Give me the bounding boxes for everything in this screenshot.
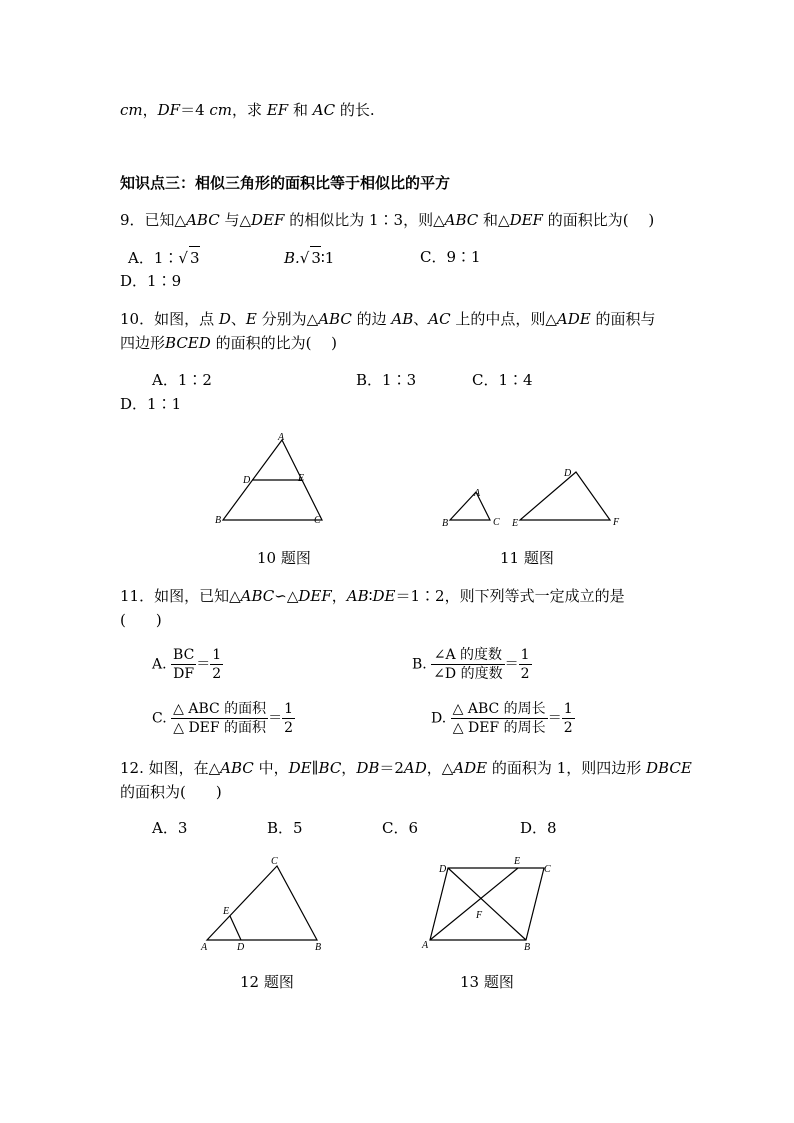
point-label-c: C: [314, 515, 321, 526]
text: 12. 如图，在△: [120, 759, 221, 777]
segment-de: [230, 916, 241, 940]
q9-option-b[interactable]: B.√ 3∶1: [284, 246, 334, 269]
numerator: ∠A 的度数: [431, 646, 504, 665]
numerator: 1: [563, 701, 573, 717]
denominator: 2: [284, 720, 294, 736]
question-9: [120, 210, 654, 230]
q10-option-b[interactable]: B．1∶3: [356, 371, 417, 389]
denominator: DF: [173, 666, 195, 682]
text: ＝1∶2，则下列等式一定成立的是: [395, 587, 625, 605]
triangle-def: [520, 472, 610, 520]
unit-text: cm: [120, 101, 143, 119]
quadrilateral-label: BCED: [165, 334, 211, 352]
point-label-a: A: [474, 488, 481, 499]
point-label-d: D: [243, 475, 251, 486]
option-text: A．1∶: [128, 249, 179, 267]
fraction: [562, 700, 575, 737]
figure-10-caption: 10 题图: [257, 549, 311, 567]
q12-option-c[interactable]: C．6: [382, 819, 419, 837]
triangle-label: DEF: [509, 211, 543, 229]
figure-13: [420, 852, 560, 956]
point-label-c: C: [271, 856, 278, 867]
denominator: 2: [563, 720, 573, 736]
text: 、: [230, 310, 246, 328]
q11-option-b[interactable]: [412, 646, 532, 683]
point-label-d: D: [439, 864, 447, 875]
equals: ＝: [547, 710, 562, 727]
text: 上的中点，则△: [455, 310, 557, 328]
numerator: 1: [284, 701, 294, 717]
fraction: [171, 700, 268, 737]
q10-option-a[interactable]: A．1∶2: [152, 371, 212, 389]
triangle-label: ABC: [220, 759, 254, 777]
radicand: 3: [310, 246, 321, 269]
text: ∶: [368, 587, 373, 605]
q10-option-d[interactable]: D．1∶1: [120, 395, 182, 413]
triangle-label: ADE: [556, 310, 591, 328]
question-10-line1: [120, 309, 656, 329]
numerator: △ ABC 的周长: [452, 701, 546, 717]
question-11-line2: ( ): [120, 611, 162, 629]
point-label-b: B: [442, 518, 449, 529]
point-label: D: [218, 310, 231, 328]
text: ＝2: [379, 759, 404, 777]
point-label-b: B: [315, 942, 322, 953]
triangle-label: ABC: [240, 587, 275, 605]
option-text: ∶1: [320, 249, 335, 267]
triangle-label: ABC: [318, 310, 352, 328]
quadrilateral-label: DBCE: [646, 759, 692, 777]
text: 和: [292, 101, 308, 119]
point-label-a: A: [201, 942, 208, 953]
point-label-c: C: [544, 864, 551, 875]
question-12-line1: [120, 758, 692, 778]
triangle-abc: [450, 492, 490, 520]
figure-10: [210, 430, 330, 530]
point-label-a: A: [422, 940, 429, 951]
option-text: B.: [284, 249, 300, 267]
q12-option-b[interactable]: B．5: [267, 819, 303, 837]
q8-tail-line: [120, 100, 375, 120]
text: 的边: [356, 310, 387, 328]
point-label: E: [245, 310, 257, 328]
fraction: [282, 700, 295, 737]
text: 的面积的比为( ): [215, 334, 338, 352]
text: 分别为△: [261, 310, 319, 328]
text: 、: [413, 310, 429, 328]
equals: ＝: [504, 656, 519, 673]
text: 9．已知△: [120, 211, 187, 229]
q10-option-c[interactable]: C．1∶4: [472, 371, 533, 389]
q12-option-d[interactable]: D．8: [520, 819, 557, 837]
segment-label: AB: [391, 310, 414, 328]
denominator: 2: [520, 666, 530, 682]
q12-option-a[interactable]: A．3: [152, 819, 188, 837]
text: 11．如图，已知△: [120, 587, 241, 605]
segment-db: [448, 868, 526, 940]
text: ，△: [426, 759, 454, 777]
denominator: △ DEF 的周长: [452, 720, 546, 736]
q9-option-c[interactable]: C．9∶1: [420, 248, 481, 266]
triangle-label: ADE: [453, 759, 488, 777]
numerator: 1: [520, 647, 530, 663]
segment-label: DE: [372, 587, 396, 605]
point-label-e: E: [223, 906, 230, 917]
text: 与△: [224, 211, 252, 229]
fraction: [171, 646, 196, 683]
point-label-a: A: [278, 432, 285, 443]
segment-label: AB: [346, 587, 369, 605]
q9-option-a[interactable]: A．1∶√ 3: [128, 246, 200, 269]
q11-option-a[interactable]: [152, 646, 223, 683]
point-label-e: E: [298, 473, 305, 484]
option-label: D.: [431, 710, 447, 727]
segment-label: AC: [312, 101, 336, 119]
fraction: [519, 646, 532, 683]
denominator: △ DEF 的面积: [173, 720, 267, 736]
text: 和△: [483, 211, 510, 229]
point-label-b: B: [215, 515, 222, 526]
text: ，: [341, 759, 357, 777]
segment-label: BC: [318, 759, 342, 777]
triangle-label: ABC: [444, 211, 479, 229]
text: ，: [142, 101, 158, 119]
question-11-line1: [120, 586, 625, 606]
point-label-e: E: [514, 856, 521, 867]
numerator: BC: [173, 647, 195, 663]
fraction: [431, 646, 504, 683]
text: 的相似比为 1∶3，则△: [289, 211, 445, 229]
figure-13-caption: 13 题图: [460, 973, 514, 991]
segment-label: AD: [403, 759, 427, 777]
radicand: 3: [189, 246, 200, 269]
q9-option-d[interactable]: D．1∶9: [120, 272, 182, 290]
text: 的长.: [339, 101, 375, 119]
point-label-d: D: [237, 942, 245, 953]
triangle-label: DEF: [298, 587, 332, 605]
parallel-symbol: ∥: [311, 759, 319, 777]
segment-label: DF: [157, 101, 181, 119]
text: ，求: [232, 101, 263, 119]
option-label: C.: [152, 710, 167, 727]
triangle-label: DEF: [251, 211, 285, 229]
q11-option-c[interactable]: [152, 700, 295, 737]
denominator: 2: [212, 666, 222, 682]
equals: ＝: [268, 710, 283, 727]
unit-text: cm: [209, 101, 233, 119]
question-12-line2: 的面积为( ): [120, 783, 222, 801]
segment-label: EF: [266, 101, 289, 119]
option-label: B.: [412, 656, 427, 673]
numerator: 1: [212, 647, 222, 663]
text: 的面积为 1，则四边形: [491, 759, 642, 777]
section-heading: 知识点三：相似三角形的面积比等于相似比的平方: [120, 174, 451, 192]
point-label-d: D: [564, 468, 572, 479]
text: ＝4: [180, 101, 205, 119]
equals: ＝: [196, 656, 211, 673]
point-label-b: B: [524, 942, 531, 953]
segment-ae: [430, 868, 518, 940]
point-label-c: C: [493, 517, 500, 528]
fraction: [210, 646, 223, 683]
text: 四边形: [120, 334, 166, 352]
question-10-line2: [120, 333, 337, 353]
numerator: △ ABC 的面积: [173, 701, 267, 717]
point-label-e: E: [512, 518, 519, 529]
triangle-abc: [207, 866, 317, 940]
text: 的面积比为( ): [547, 211, 655, 229]
triangle-label: ABC: [186, 211, 220, 229]
segment-label: AC: [428, 310, 451, 328]
figure-11: [438, 462, 628, 532]
point-label-f: F: [613, 517, 620, 528]
figure-11-caption: 11 题图: [500, 549, 554, 567]
figure-12-caption: 12 题图: [240, 973, 294, 991]
text: 中，: [258, 759, 289, 777]
denominator: ∠D 的度数: [433, 666, 503, 682]
text: 的面积与: [595, 310, 656, 328]
q11-option-d[interactable]: [431, 700, 575, 737]
option-label: A.: [152, 656, 167, 673]
point-label-f: F: [476, 910, 483, 921]
figure-12: [195, 852, 335, 956]
fraction: [451, 700, 548, 737]
segment-label: DE: [288, 759, 312, 777]
text: ，: [331, 587, 347, 605]
text: 10．如图，点: [120, 310, 215, 328]
segment-label: DB: [356, 759, 380, 777]
similar-symbol: ∽△: [274, 587, 299, 605]
